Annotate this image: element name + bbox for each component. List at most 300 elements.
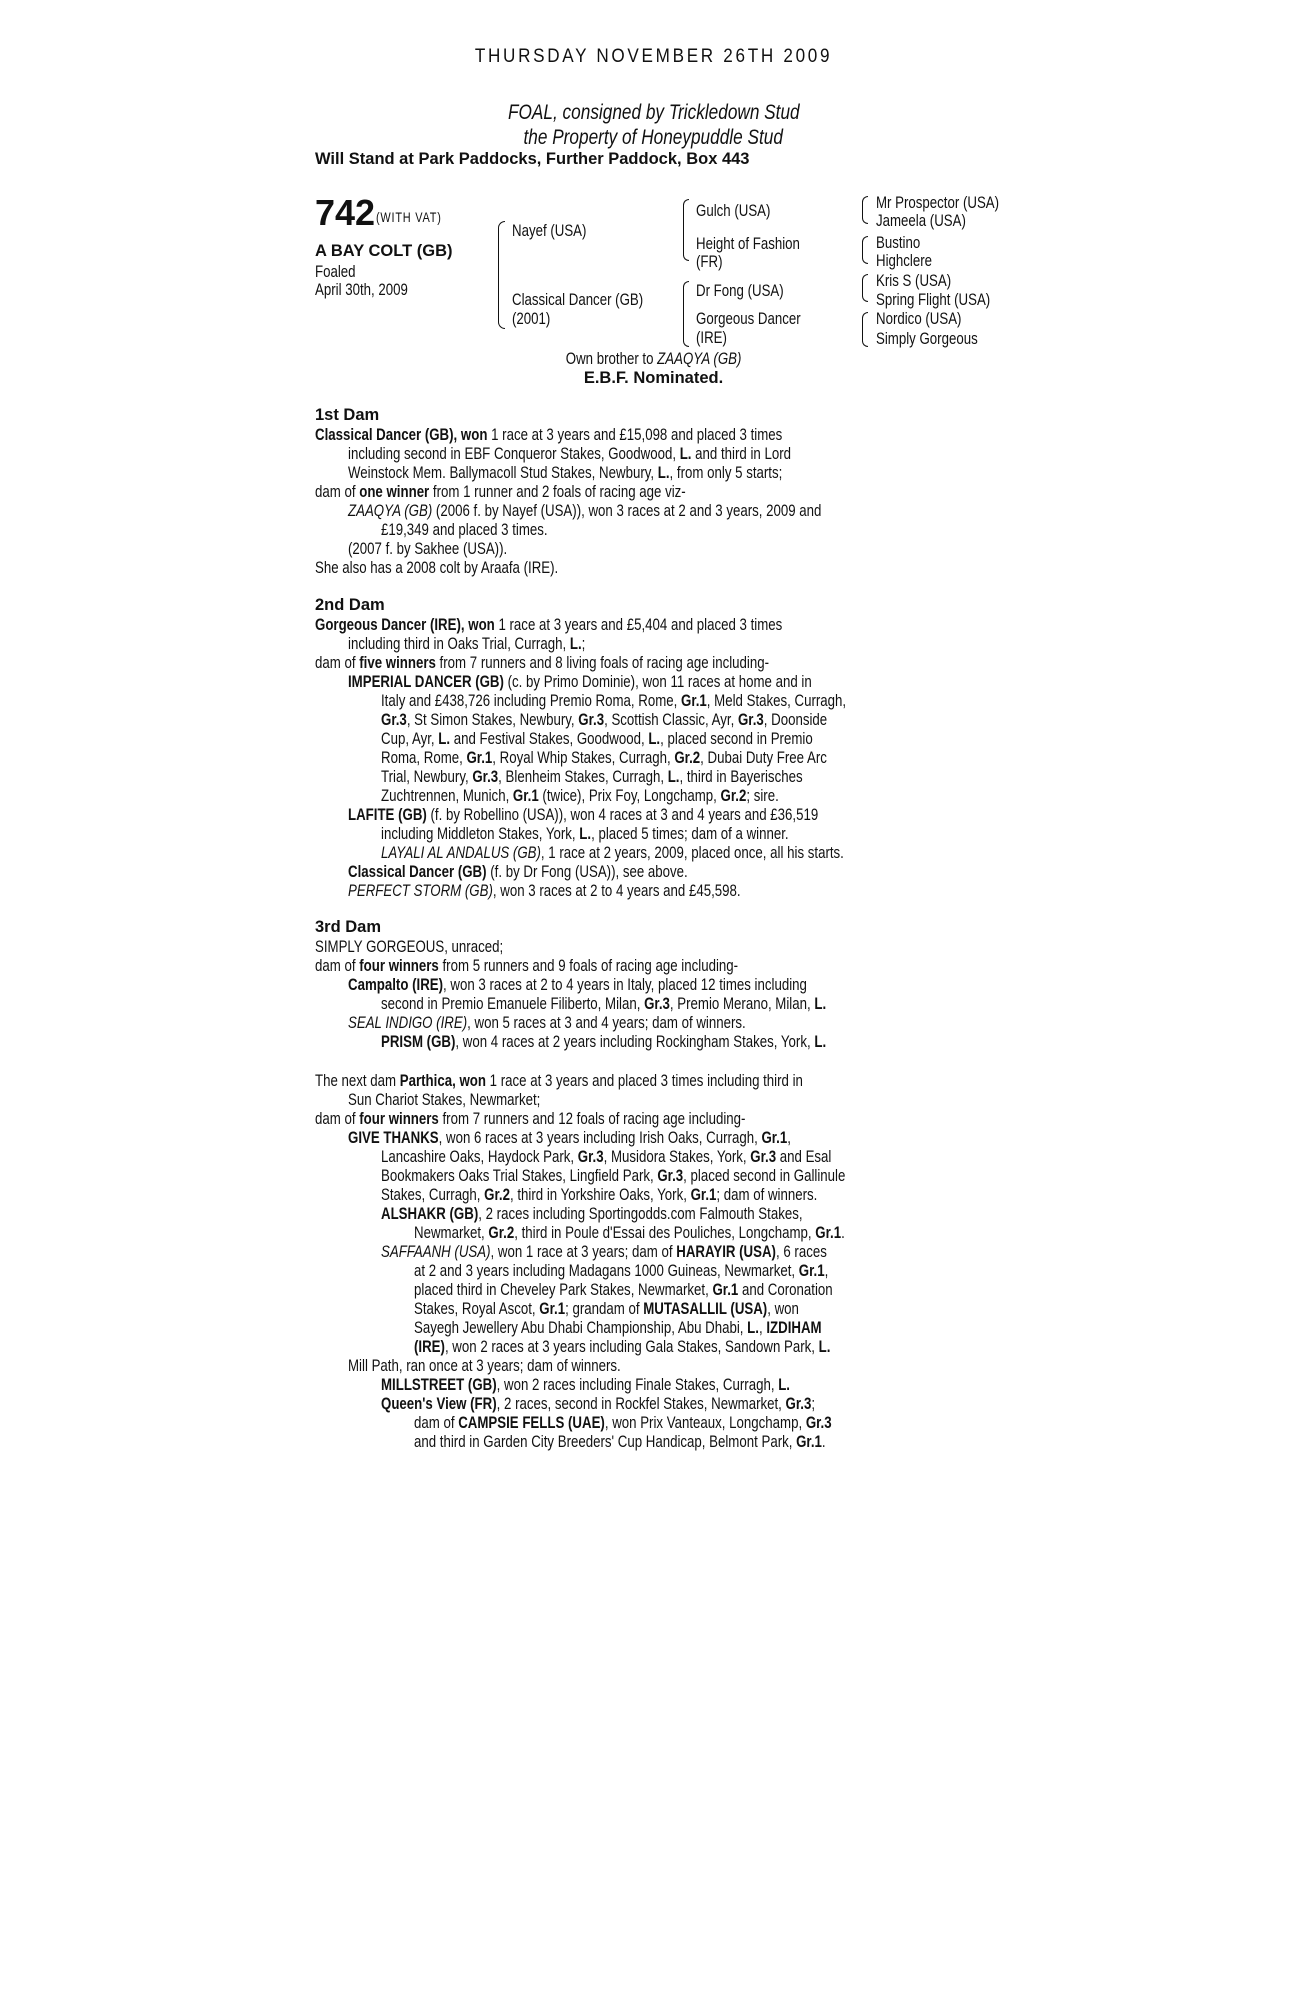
line-content [348, 1356, 621, 1375]
sale-date [0, 46, 1307, 68]
text-fragment: L. [676, 444, 692, 463]
pedigree-brace-dam [683, 281, 689, 347]
text-fragment: (2007 f. by Sakhee (USA)). [348, 539, 508, 558]
text-fragment: , won 6 races at 3 years including Irish Oaks, Curragh, [438, 1128, 758, 1147]
line-content [348, 1013, 746, 1032]
text-fragment: MILLSTREET (GB) [381, 1375, 497, 1394]
lot-name: A BAY COLT (GB) [315, 242, 453, 260]
text-fragment: ; grandam of [565, 1299, 640, 1318]
text-fragment: PRISM (GB) [381, 1032, 456, 1051]
stand-location: Will Stand at Park Paddocks, Further Paddock, Box 443 [315, 150, 750, 168]
line-content [381, 729, 813, 748]
text-fragment: and Coronation [738, 1280, 833, 1299]
text-fragment: , won 2 races at 3 years including Gala Stakes, Sandown Park, [444, 1337, 815, 1356]
text-fragment: placed third in Cheveley Park Stakes, Newmarket, [414, 1280, 709, 1299]
text-fragment: Gorgeous Dancer [696, 309, 801, 328]
text-fragment: , [824, 1261, 829, 1280]
line-content [414, 1432, 826, 1451]
text-fragment: , from only 5 starts; [669, 463, 783, 482]
text-fragment: (WITH VAT) [376, 209, 442, 225]
text-fragment: Gr.1 [811, 1223, 842, 1242]
text-fragment: Gr.1 [462, 748, 493, 767]
text-line [315, 425, 995, 444]
text-line [315, 1166, 995, 1185]
text-fragment: , Doonside [763, 710, 828, 729]
line-content [381, 824, 789, 843]
text-fragment: Gr.2 [670, 748, 701, 767]
text-fragment: LAFITE (GB) [348, 805, 427, 824]
text-fragment: HARAYIR (USA) [672, 1242, 776, 1261]
text-fragment: including second in EBF Conqueror Stakes, Goodwood, [348, 444, 677, 463]
text-fragment: Cup, Ayr, [381, 729, 435, 748]
foaled-date [315, 280, 434, 300]
text-line [315, 691, 995, 710]
line-content [566, 349, 742, 369]
text-fragment: and Festival Stakes, Goodwood, [450, 729, 645, 748]
text-fragment: Gr.3 [653, 1166, 684, 1185]
text-fragment: , won 1 race at 3 years; dam of [490, 1242, 673, 1261]
text-fragment: ; sire. [746, 786, 779, 805]
text-fragment: Bookmakers Oaks Trial Stakes, Lingfield Park, [381, 1166, 654, 1185]
text-fragment: Gr.3 [802, 1413, 832, 1432]
text-fragment: Gr.3 [746, 1147, 777, 1166]
text-fragment: Gr.2 [484, 1223, 515, 1242]
text-fragment: . [821, 1432, 826, 1451]
line-content [414, 1299, 799, 1318]
text-fragment: SAFFAANH (USA) [381, 1242, 491, 1261]
text-fragment: , Premio Merano, Milan, [669, 994, 811, 1013]
text-fragment: Gr.1 [708, 1280, 739, 1299]
text-fragment: £19,349 and placed 3 times. [381, 520, 548, 539]
pedigree-brace-g1 [862, 196, 868, 224]
pedigree-g4 [876, 251, 948, 270]
text-fragment: from 1 runner and 2 foals of racing age viz- [429, 482, 686, 501]
line-content [315, 937, 503, 956]
text-fragment: ZAAQYA (GB) [657, 349, 742, 368]
text-line [315, 956, 995, 975]
line-content [348, 862, 688, 881]
first-dam-title: 1st Dam [315, 406, 380, 424]
text-fragment: Mr Prospector (USA) [876, 193, 1000, 212]
text-fragment: , [758, 1318, 763, 1337]
text-fragment: Gr.3 [468, 767, 499, 786]
text-line [315, 805, 995, 824]
text-fragment: including third in Oaks Trial, Curragh, [348, 634, 567, 653]
text-fragment: , Scottish Classic, Ayr, [604, 710, 735, 729]
text-fragment: Nayef (USA) [512, 221, 587, 240]
text-fragment: Spring Flight (USA) [876, 290, 991, 309]
text-fragment: L. [774, 1375, 791, 1394]
text-fragment: , placed second in Gallinule [683, 1166, 846, 1185]
line-content [381, 994, 826, 1013]
text-fragment: Gr.3 [734, 710, 764, 729]
text-fragment: (f. by Dr Fong (USA)), see above. [486, 862, 688, 881]
text-fragment: L. [654, 463, 670, 482]
text-fragment: Highclere [876, 251, 933, 270]
text-fragment: Jameela (USA) [876, 211, 966, 230]
text-line [315, 767, 995, 786]
line-content [348, 444, 791, 463]
text-fragment: Gulch (USA) [696, 201, 771, 220]
text-fragment: (2006 f. by Nayef (USA)), won 3 races at 2 and 3 years, 2009 and [432, 501, 822, 520]
line-content [381, 1204, 803, 1223]
line-content [315, 956, 738, 975]
text-fragment: Sun Chariot Stakes, Newmarket; [348, 1090, 541, 1109]
text-fragment: four winners [355, 956, 439, 975]
text-fragment: ; dam of winners. [716, 1185, 818, 1204]
text-fragment: , third in Yorkshire Oaks, York, [509, 1185, 687, 1204]
text-fragment: Classical Dancer (GB), won [315, 425, 488, 444]
line-content [381, 767, 803, 786]
text-fragment: Roma, Rome, [381, 748, 463, 767]
text-line [315, 729, 995, 748]
text-fragment: at 2 and 3 years including Madagans 1000 Guineas, Newmarket, [414, 1261, 796, 1280]
text-line [315, 1356, 995, 1375]
pedigree-g7 [876, 309, 986, 328]
text-fragment: PERFECT STORM (GB) [348, 881, 493, 900]
text-fragment: Gr.1 [757, 1128, 788, 1147]
text-fragment: Dr Fong (USA) [696, 281, 784, 300]
own-brother-note [0, 349, 1307, 369]
line-content [348, 672, 812, 691]
text-fragment: , won 2 races including Finale Stakes, Curragh, [496, 1375, 775, 1394]
text-fragment: , 6 races [775, 1242, 827, 1261]
line-content [381, 1166, 845, 1185]
text-fragment: dam of [315, 653, 356, 672]
text-fragment: L. [743, 1318, 759, 1337]
text-fragment: Gr.1 [795, 1261, 825, 1280]
text-line [315, 937, 995, 956]
text-fragment: Own brother to [565, 349, 658, 368]
line-content [348, 1128, 791, 1147]
line-content [381, 1147, 831, 1166]
text-fragment: SIMPLY GORGEOUS, unraced; [315, 937, 504, 956]
text-fragment: dam of [315, 1109, 356, 1128]
text-fragment: 1 race at 3 years and £5,404 and placed 3 times [494, 615, 783, 634]
text-fragment: Gr.1 [792, 1432, 822, 1451]
text-fragment: , placed 5 times; dam of a winner. [591, 824, 789, 843]
text-fragment: The next dam [315, 1071, 397, 1090]
text-fragment: Gr.2 [716, 786, 747, 805]
text-fragment: Kris S (USA) [876, 271, 952, 290]
text-fragment: L. [575, 824, 592, 843]
text-fragment: from 7 runners and 8 living foals of racing age including- [435, 653, 770, 672]
pedigree-dam-sire [696, 281, 808, 300]
line-content [315, 425, 782, 444]
text-fragment: Bustino [876, 233, 921, 252]
text-line [315, 1128, 995, 1147]
second-dam-section [315, 596, 995, 900]
line-content [381, 843, 844, 862]
text-line [315, 1185, 995, 1204]
text-fragment: Campalto (IRE) [348, 975, 444, 994]
text-fragment: 1 race at 3 years and placed 3 times including third in [485, 1071, 803, 1090]
text-fragment: dam of [315, 482, 356, 501]
text-fragment: the Property of Honeypuddle Stud [523, 126, 784, 149]
text-fragment: Classical Dancer (GB) [348, 862, 487, 881]
text-fragment: Weinstock Mem. Ballymacoll Stud Stakes, Newbury, [348, 463, 655, 482]
text-fragment: Gr.1 [686, 1185, 717, 1204]
text-fragment: L. [664, 767, 680, 786]
text-line [315, 444, 995, 463]
text-line [315, 1432, 995, 1451]
text-fragment: L. [814, 1337, 831, 1356]
text-fragment: , [787, 1128, 791, 1147]
pedigree-brace-g4 [862, 312, 868, 347]
text-fragment: five winners [355, 653, 436, 672]
next-dam-section [315, 1071, 995, 1451]
text-line [315, 1394, 995, 1413]
text-fragment: April 30th, 2009 [315, 280, 408, 299]
text-line [315, 482, 995, 501]
text-line [315, 1280, 995, 1299]
text-fragment: , third in Poule d'Essai des Pouliches, Longchamp, [514, 1223, 812, 1242]
text-fragment: including Middleton Stakes, York, [381, 824, 576, 843]
text-fragment: and third in Garden City Breeders' Cup Handicap, Belmont Park, [414, 1432, 793, 1451]
text-fragment: Stakes, Curragh, [381, 1185, 481, 1204]
text-fragment: Gr.1 [677, 691, 707, 710]
text-fragment: IZDIHAM [762, 1318, 822, 1337]
text-fragment: L. [810, 994, 827, 1013]
text-line [315, 824, 995, 843]
text-line [315, 786, 995, 805]
vat-note [376, 209, 460, 225]
pedigree-dam-year [512, 309, 561, 328]
line-content [348, 463, 782, 482]
text-fragment: L. [566, 634, 582, 653]
text-fragment: LAYALI AL ANDALUS (GB) [381, 843, 541, 862]
line-content [348, 634, 585, 653]
third-dam-title: 3rd Dam [315, 918, 382, 936]
text-fragment: . [841, 1223, 845, 1242]
text-fragment: and third in Lord [691, 444, 792, 463]
text-line [315, 558, 995, 577]
text-line [315, 1413, 995, 1432]
text-fragment: (IRE) [696, 328, 727, 347]
text-fragment: Gr.3 [574, 1147, 604, 1166]
pedigree-dam [512, 290, 680, 309]
text-fragment: , 2 races including Sportingodds.com Falmouth Stakes, [478, 1204, 803, 1223]
text-line [315, 1318, 995, 1337]
pedigree-g8 [876, 329, 1006, 348]
text-fragment: , Blenheim Stakes, Curragh, [498, 767, 665, 786]
text-fragment: MUTASALLIL (USA) [639, 1299, 768, 1318]
line-content [348, 539, 507, 558]
line-content [381, 786, 779, 805]
line-content [315, 558, 558, 577]
text-fragment: , Royal Whip Stakes, Curragh, [492, 748, 671, 767]
text-fragment: L. [434, 729, 451, 748]
line-content [348, 881, 741, 900]
line-content [414, 1223, 845, 1242]
text-fragment: from 7 runners and 12 foals of racing age including- [438, 1109, 746, 1128]
pedigree-g3 [876, 233, 933, 252]
pedigree-brace-g2 [862, 236, 868, 264]
text-line [315, 881, 995, 900]
line-content [348, 501, 821, 520]
foaled-label [315, 262, 367, 282]
pedigree-sire-sire [696, 201, 791, 220]
text-fragment: Lancashire Oaks, Haydock Park, [381, 1147, 575, 1166]
line-content [381, 1185, 817, 1204]
text-fragment: , won 4 races at 2 years including Rockingham Stakes, York, [455, 1032, 811, 1051]
text-fragment: and Esal [776, 1147, 832, 1166]
text-line [315, 463, 995, 482]
text-fragment: one winner [355, 482, 430, 501]
text-fragment: (c. by Primo Dominie), won 11 races at home and in [503, 672, 812, 691]
text-line [315, 1337, 995, 1356]
line-content [381, 1375, 790, 1394]
line-content [414, 1413, 832, 1432]
line-content [414, 1337, 830, 1356]
text-line [315, 672, 995, 691]
text-fragment: , won 3 races at 2 to 4 years in Italy, placed 12 times including [443, 975, 807, 994]
text-fragment: dam of [315, 956, 356, 975]
third-dam-section [315, 918, 995, 1051]
text-fragment: Gr.1 [535, 1299, 566, 1318]
first-dam-section [315, 406, 995, 577]
pedigree-g1 [876, 193, 1034, 212]
text-fragment: Gr.3 [640, 994, 670, 1013]
text-line [315, 994, 995, 1013]
line-content [381, 1242, 827, 1261]
line-content [315, 1109, 745, 1128]
line-content [414, 1261, 828, 1280]
text-fragment: THURSDAY NOVEMBER 26TH 2009 [474, 46, 833, 67]
text-fragment: She also has a 2008 colt by Araafa (IRE). [315, 558, 559, 577]
text-fragment: , 2 races, second in Rockfel Stakes, Newmarket, [496, 1394, 782, 1413]
text-fragment: from 5 runners and 9 foals of racing age including- [438, 956, 739, 975]
line-content [381, 710, 827, 729]
text-fragment: , won 3 races at 2 to 4 years and £45,598. [492, 881, 741, 900]
pedigree-sire [512, 221, 607, 240]
text-fragment: Classical Dancer (GB) [512, 290, 644, 309]
text-line [315, 1223, 995, 1242]
property-line [0, 126, 1307, 150]
text-fragment: , Musidora Stakes, York, [603, 1147, 747, 1166]
text-line [315, 615, 995, 634]
text-line [315, 843, 995, 862]
ebf-note: E.B.F. Nominated. [583, 369, 724, 387]
text-fragment: second in Premio Emanuele Filiberto, Milan, [381, 994, 641, 1013]
text-fragment: ZAAQYA (GB) [348, 501, 433, 520]
text-line [315, 1013, 995, 1032]
pedigree-dam-dam [696, 309, 830, 328]
text-fragment: , 1 race at 2 years, 2009, placed once, all his starts. [540, 843, 844, 862]
text-fragment: Queen's View (FR) [381, 1394, 497, 1413]
text-fragment: Nordico (USA) [876, 309, 962, 328]
line-content [348, 1090, 540, 1109]
text-line [315, 710, 995, 729]
text-line [315, 1242, 995, 1261]
text-fragment: (IRE) [414, 1337, 445, 1356]
line-content [348, 805, 818, 824]
text-fragment: GIVE THANKS [348, 1128, 439, 1147]
line-content [381, 1394, 815, 1413]
text-fragment: dam of [414, 1413, 455, 1432]
line-content [414, 1318, 822, 1337]
pedigree-g6 [876, 290, 1022, 309]
text-fragment: IMPERIAL DANCER (GB) [348, 672, 504, 691]
pedigree-sire-dam [696, 234, 829, 253]
text-fragment: Gr.3 [381, 710, 407, 729]
text-fragment: , Dubai Duty Free Arc [700, 748, 827, 767]
text-line [315, 1032, 995, 1051]
text-fragment: CAMPSIE FELLS (UAE) [454, 1413, 605, 1432]
text-fragment: Zuchtrennen, Munich, [381, 786, 510, 805]
text-fragment: (2001) [512, 309, 551, 328]
text-fragment: L. [810, 1032, 827, 1051]
text-fragment: Italy and £438,726 including Premio Roma, Rome, [381, 691, 678, 710]
text-fragment: ; [581, 634, 586, 653]
pedigree-g5 [876, 271, 972, 290]
text-fragment: SEAL INDIGO (IRE) [348, 1013, 468, 1032]
text-fragment: , won 5 races at 3 and 4 years; dam of winners. [467, 1013, 746, 1032]
text-fragment: , St Simon Stakes, Newbury, [406, 710, 575, 729]
text-fragment: , third in Bayerisches [679, 767, 803, 786]
text-fragment: Stakes, Royal Ascot, [414, 1299, 536, 1318]
text-line [315, 1147, 995, 1166]
line-content [315, 1071, 803, 1090]
text-line [315, 748, 995, 767]
text-line [315, 501, 995, 520]
line-content [381, 520, 548, 539]
text-fragment: , won [767, 1299, 799, 1318]
text-fragment: Height of Fashion [696, 234, 800, 253]
text-line [315, 1261, 995, 1280]
text-line [315, 1204, 995, 1223]
text-fragment: Newmarket, [414, 1223, 485, 1242]
pedigree-dam-dam-country [696, 328, 736, 347]
text-line [315, 1071, 995, 1090]
text-fragment: (f. by Robellino (USA)), won 4 races at 3 and 4 years and £36,519 [426, 805, 819, 824]
text-line [315, 1299, 995, 1318]
text-line [315, 1109, 995, 1128]
text-fragment: Trial, Newbury, [381, 767, 469, 786]
text-fragment: ALSHAKR (GB) [381, 1204, 479, 1223]
pedigree-brace-main [498, 221, 505, 329]
text-fragment: Gorgeous Dancer (IRE), won [315, 615, 495, 634]
consignor-line [0, 101, 1307, 125]
text-fragment: ; [811, 1394, 816, 1413]
pedigree-g2 [876, 211, 991, 230]
text-fragment: four winners [355, 1109, 439, 1128]
text-fragment: Mill Path, ran once at 3 years; dam of winners. [348, 1356, 621, 1375]
text-fragment: , won Prix Vanteaux, Longchamp, [604, 1413, 803, 1432]
line-content [381, 748, 827, 767]
line-content [348, 975, 807, 994]
text-line [315, 1090, 995, 1109]
text-fragment: Gr.3 [781, 1394, 812, 1413]
lot-number: 742 [315, 192, 376, 233]
text-fragment: Parthica, won [396, 1071, 486, 1090]
text-fragment: (FR) [696, 252, 723, 271]
text-line [315, 975, 995, 994]
pedigree-brace-sire [683, 199, 689, 261]
text-fragment: (twice), Prix Foy, Longchamp, [538, 786, 717, 805]
text-fragment: Gr.2 [480, 1185, 510, 1204]
text-line [315, 634, 995, 653]
text-fragment: Simply Gorgeous [876, 329, 978, 348]
line-content [381, 691, 846, 710]
line-content [315, 615, 782, 634]
text-fragment: Foaled [315, 262, 356, 281]
text-fragment: L. [644, 729, 661, 748]
text-fragment: 1 race at 3 years and £15,098 and placed 3 times [487, 425, 783, 444]
pedigree-brace-g3 [862, 274, 868, 302]
text-fragment: , Meld Stakes, Curragh, [706, 691, 847, 710]
text-fragment: , placed second in Premio [660, 729, 813, 748]
